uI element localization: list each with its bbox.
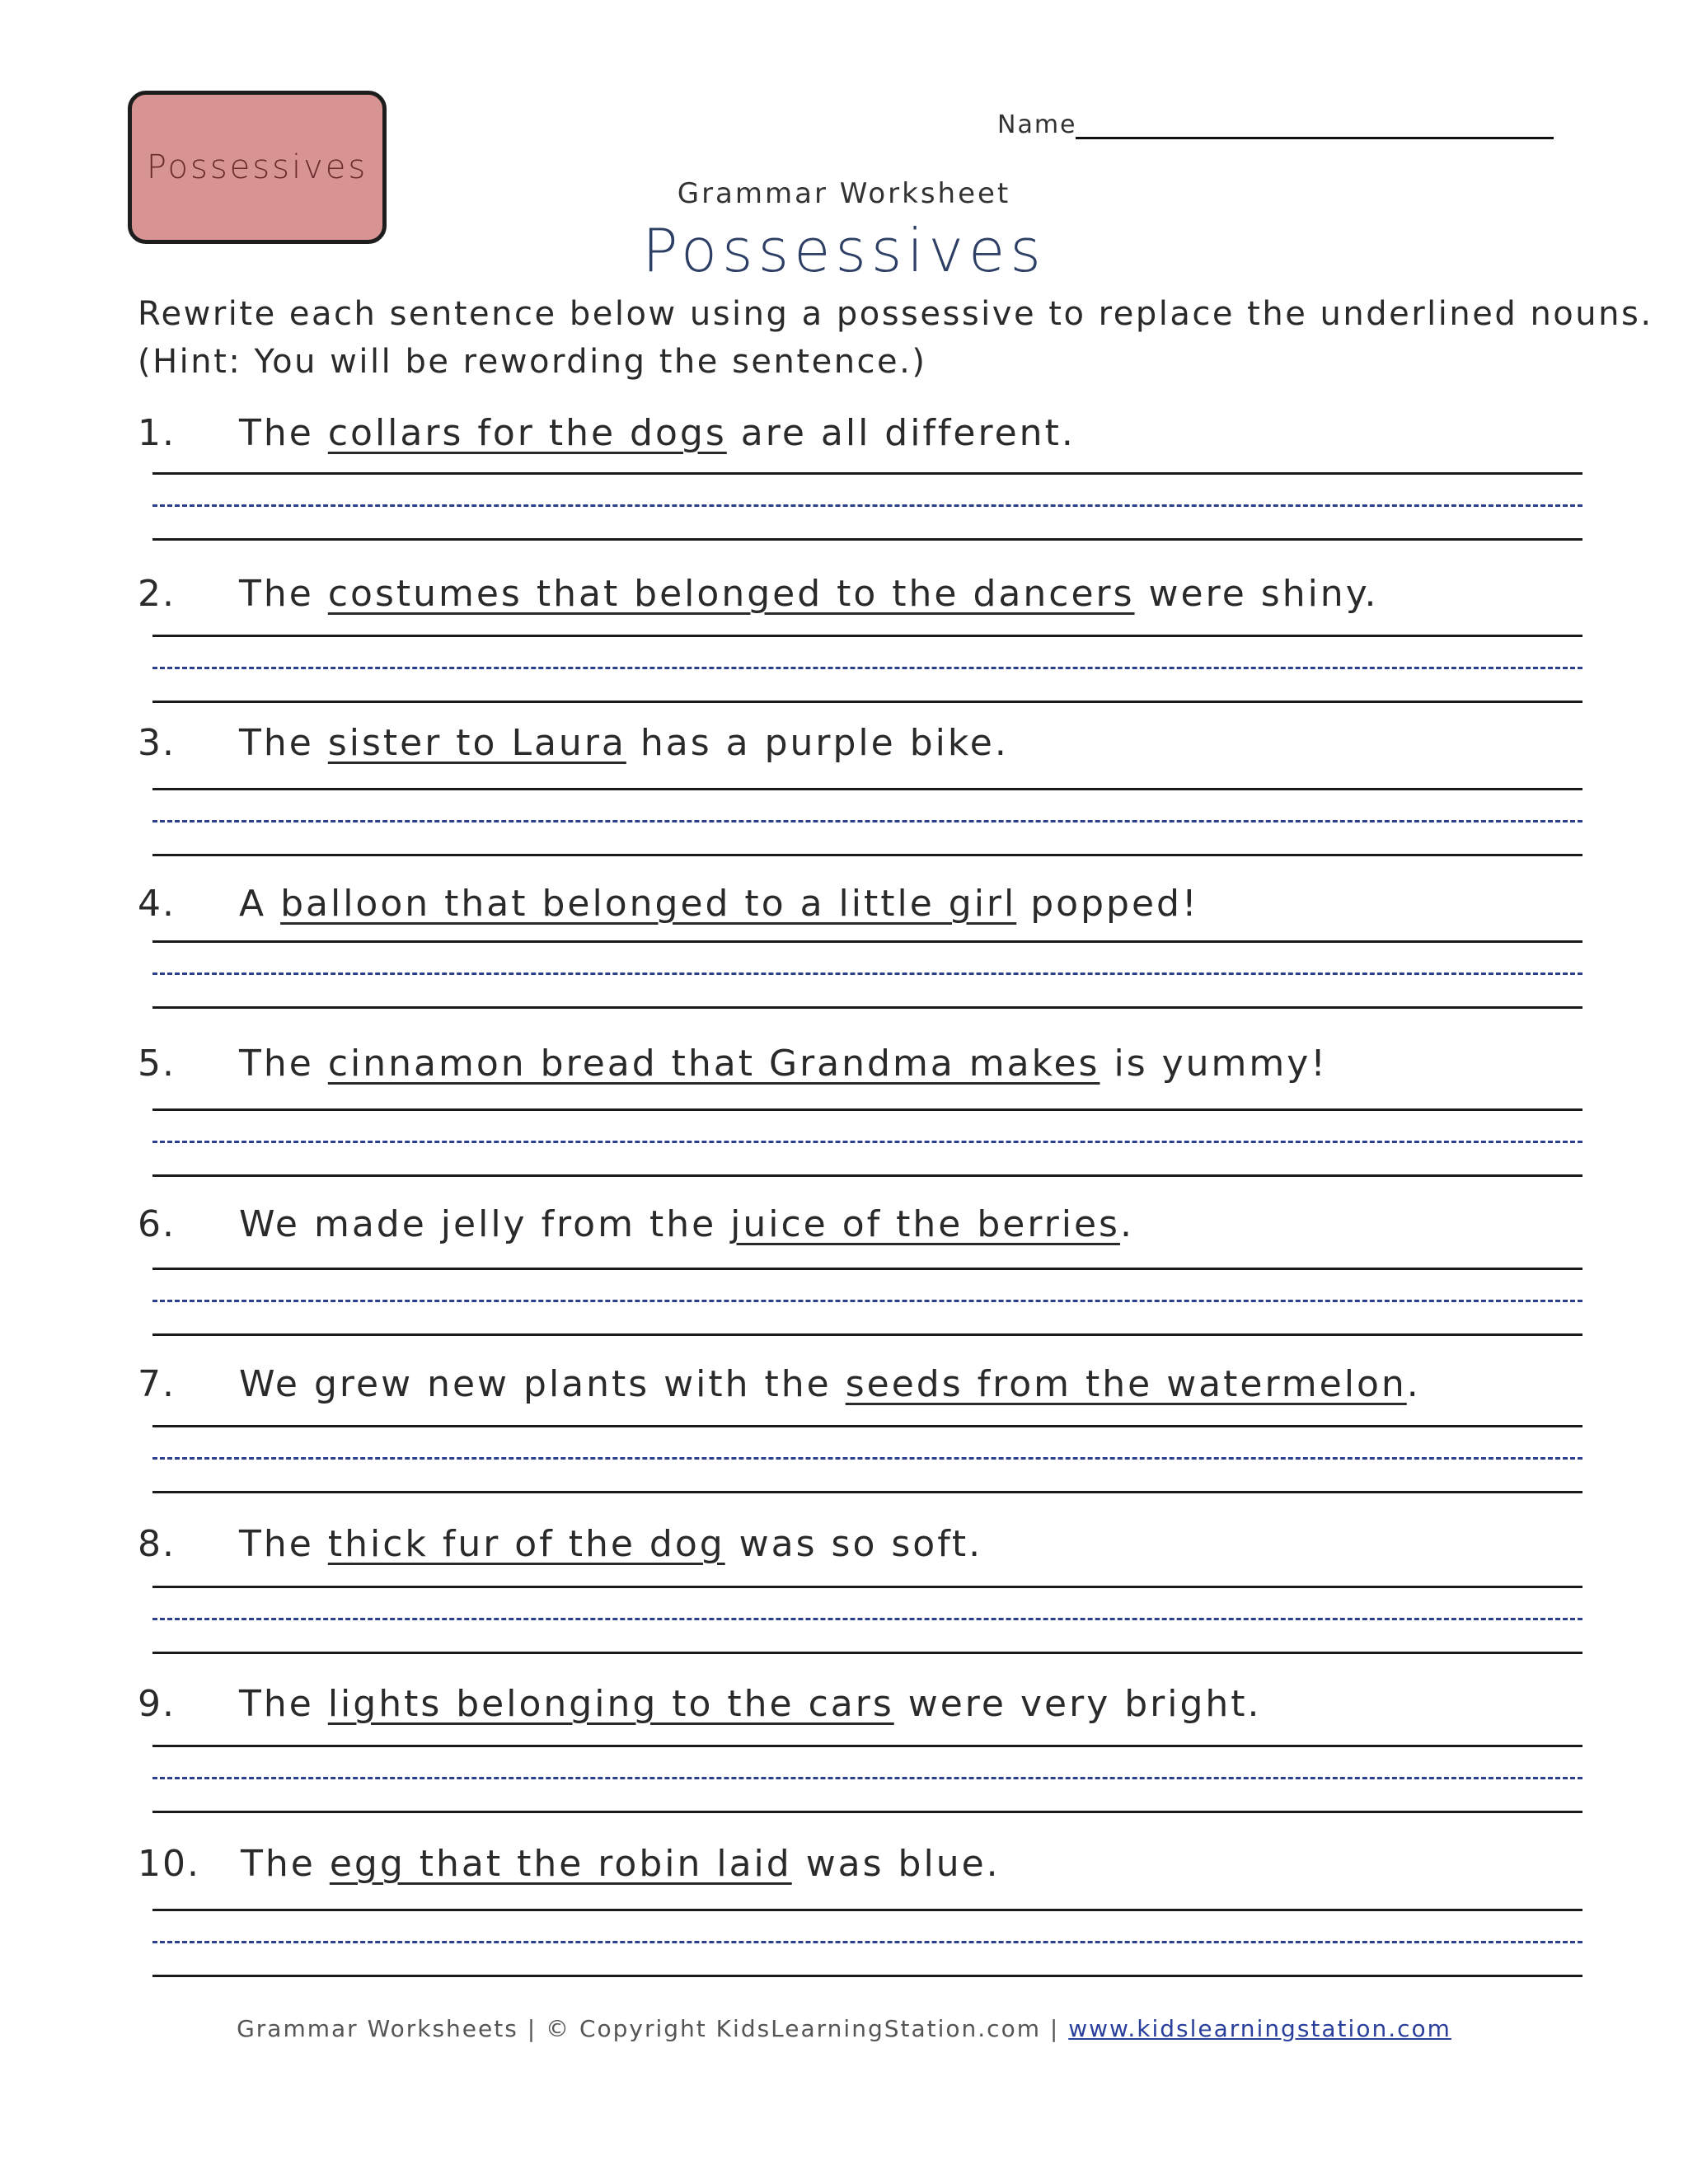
question-4 [0, 883, 1688, 1039]
question-sentence [239, 1363, 1421, 1405]
question-sentence [239, 883, 1199, 925]
sentence-start: The [239, 573, 328, 615]
question-sentence [239, 573, 1378, 615]
topic-badge-label: Possessives [146, 148, 368, 186]
answer-base-line[interactable] [152, 1491, 1582, 1493]
instructions-line-1: Rewrite each sentence below using a possessive to replace the underlined nouns. [138, 295, 1653, 333]
sentence-end: were shiny. [1134, 573, 1379, 615]
page-footer [0, 2015, 1688, 2042]
underlined-nouns: egg that the robin laid [329, 1843, 792, 1885]
sentence-end: popped! [1016, 883, 1199, 925]
underlined-nouns: juice of the berries [730, 1203, 1120, 1245]
sentence-start: We made jelly from the [239, 1203, 731, 1245]
question-number: 6. [138, 1203, 176, 1245]
underlined-nouns: balloon that belonged to a little girl [280, 883, 1017, 925]
question-number: 2. [138, 573, 176, 615]
answer-midline[interactable] [152, 820, 1582, 823]
instructions-line-2: (Hint: You will be rewording the sentence.) [138, 343, 927, 381]
question-number: 3. [138, 722, 176, 764]
question-number: 10. [138, 1843, 200, 1885]
question-sentence [239, 412, 1076, 454]
footer-link[interactable]: www.kidslearningstation.com [1068, 2015, 1451, 2042]
question-7 [0, 1363, 1688, 1520]
question-sentence [239, 1683, 1262, 1725]
answer-top-line[interactable] [152, 472, 1582, 475]
answer-top-line[interactable] [152, 1909, 1582, 1911]
sentence-end: are all different. [726, 412, 1076, 454]
question-sentence [241, 1843, 1001, 1885]
name-label: Name [997, 110, 1077, 139]
worksheet-subtitle: Grammar Worksheet [677, 177, 1011, 210]
question-sentence [239, 1203, 1134, 1245]
answer-midline[interactable] [152, 972, 1582, 975]
sentence-start: We grew new plants with the [239, 1363, 846, 1405]
footer-copyright: Grammar Worksheets | © Copyright KidsLearningStation.com | [237, 2015, 1069, 2042]
answer-base-line[interactable] [152, 1006, 1582, 1009]
question-sentence [239, 722, 1009, 764]
answer-top-line[interactable] [152, 940, 1582, 943]
question-number: 1. [138, 412, 176, 454]
sentence-end: was so soft. [724, 1523, 983, 1565]
question-8 [0, 1523, 1688, 1680]
question-number: 7. [138, 1363, 176, 1405]
underlined-nouns: cinnamon bread that Grandma makes [327, 1043, 1100, 1085]
sentence-start: The [239, 1683, 328, 1725]
answer-base-line[interactable] [152, 1811, 1582, 1813]
question-number: 8. [138, 1523, 176, 1565]
answer-midline[interactable] [152, 667, 1582, 669]
sentence-start: The [239, 412, 328, 454]
sentence-start: The [241, 1843, 330, 1885]
sentence-start: The [239, 1043, 328, 1085]
question-9 [0, 1683, 1688, 1840]
sentence-start: The [239, 1523, 328, 1565]
answer-midline[interactable] [152, 504, 1582, 507]
sentence-end: was blue. [791, 1843, 1001, 1885]
sentence-end: . [1406, 1363, 1421, 1405]
answer-midline[interactable] [152, 1300, 1582, 1302]
answer-top-line[interactable] [152, 1745, 1582, 1747]
answer-top-line[interactable] [152, 1425, 1582, 1427]
underlined-nouns: sister to Laura [327, 722, 626, 764]
question-2 [0, 573, 1688, 729]
answer-top-line[interactable] [152, 1108, 1582, 1111]
answer-top-line[interactable] [152, 1268, 1582, 1270]
question-sentence [239, 1043, 1328, 1085]
worksheet-title: Possessives [642, 216, 1046, 285]
underlined-nouns: collars for the dogs [327, 412, 727, 454]
question-number: 5. [138, 1043, 176, 1085]
answer-base-line[interactable] [152, 1652, 1582, 1654]
question-5 [0, 1043, 1688, 1199]
answer-midline[interactable] [152, 1618, 1582, 1620]
answer-midline[interactable] [152, 1141, 1582, 1143]
underlined-nouns: thick fur of the dog [327, 1523, 725, 1565]
question-3 [0, 722, 1688, 879]
question-10 [0, 1843, 1688, 1999]
sentence-start: The [239, 722, 328, 764]
question-sentence [239, 1523, 982, 1565]
answer-top-line[interactable] [152, 788, 1582, 790]
answer-base-line[interactable] [152, 854, 1582, 856]
underlined-nouns: costumes that belonged to the dancers [327, 573, 1135, 615]
sentence-start: A [239, 883, 281, 925]
question-number: 9. [138, 1683, 176, 1725]
answer-base-line[interactable] [152, 538, 1582, 541]
sentence-end: . [1119, 1203, 1134, 1245]
answer-midline[interactable] [152, 1941, 1582, 1943]
answer-base-line[interactable] [152, 1174, 1582, 1177]
answer-top-line[interactable] [152, 635, 1582, 637]
question-1 [0, 412, 1688, 569]
instructions [138, 290, 1653, 386]
answer-base-line[interactable] [152, 1975, 1582, 1977]
answer-base-line[interactable] [152, 701, 1582, 703]
answer-top-line[interactable] [152, 1586, 1582, 1588]
sentence-end: is yummy! [1100, 1043, 1328, 1085]
sentence-end: were very bright. [893, 1683, 1262, 1725]
underlined-nouns: seeds from the watermelon [845, 1363, 1407, 1405]
name-field-line[interactable] [1076, 137, 1554, 139]
question-number: 4. [138, 883, 176, 925]
sentence-end: has a purple bike. [626, 722, 1009, 764]
answer-base-line[interactable] [152, 1333, 1582, 1336]
answer-midline[interactable] [152, 1777, 1582, 1779]
underlined-nouns: lights belonging to the cars [327, 1683, 894, 1725]
question-6 [0, 1203, 1688, 1360]
answer-midline[interactable] [152, 1457, 1582, 1460]
